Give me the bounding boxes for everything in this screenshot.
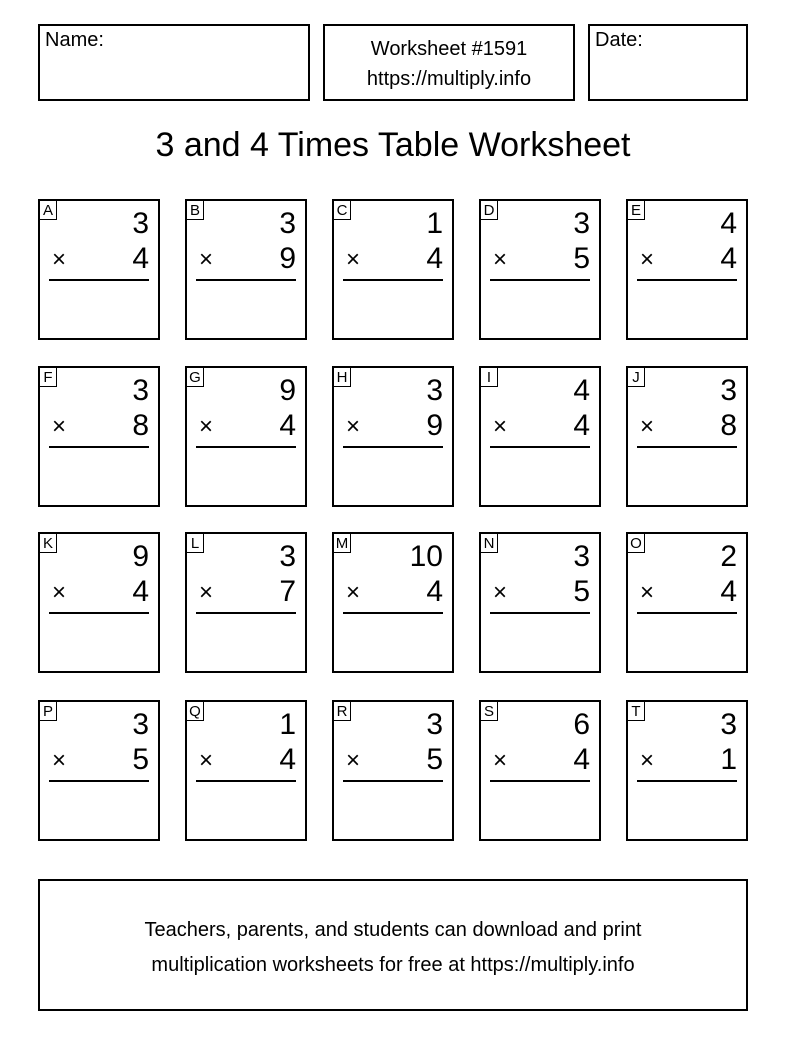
problem-card	[626, 366, 748, 507]
worksheet-url: https://multiply.info	[366, 68, 532, 90]
problem-letter: Q	[187, 702, 204, 721]
problem-card	[332, 366, 454, 507]
multiplier: 4	[720, 575, 737, 608]
times-sign: ×	[493, 747, 508, 774]
problem-card	[332, 700, 454, 841]
problem-card	[185, 700, 307, 841]
problem-card	[38, 199, 160, 340]
problem-card	[185, 366, 307, 507]
times-sign: ×	[346, 413, 361, 440]
answer-line	[196, 279, 296, 281]
multiplier: 4	[132, 575, 149, 608]
answer-line	[196, 780, 296, 782]
times-sign: ×	[493, 579, 508, 606]
problem-card	[479, 366, 601, 507]
answer-line	[490, 780, 590, 782]
problem-card	[38, 366, 160, 507]
multiplier: 8	[720, 409, 737, 442]
times-sign: ×	[52, 413, 67, 440]
problem-letter: P	[40, 702, 57, 721]
multiplicand: 3	[720, 708, 737, 741]
times-sign: ×	[640, 747, 655, 774]
multiplier: 4	[573, 409, 590, 442]
multiplicand: 3	[132, 708, 149, 741]
times-sign: ×	[640, 413, 655, 440]
multiplicand: 1	[426, 207, 443, 240]
times-sign: ×	[346, 747, 361, 774]
problem-letter: O	[628, 534, 645, 553]
problem-card	[38, 700, 160, 841]
problem-card	[479, 532, 601, 673]
times-sign: ×	[640, 579, 655, 606]
worksheet-number: Worksheet #1591	[370, 38, 528, 60]
times-sign: ×	[346, 246, 361, 273]
multiplicand: 3	[279, 207, 296, 240]
answer-line	[49, 279, 149, 281]
times-sign: ×	[493, 246, 508, 273]
problem-letter: M	[334, 534, 351, 553]
problem-letter: E	[628, 201, 645, 220]
multiplicand: 3	[720, 374, 737, 407]
times-sign: ×	[199, 413, 214, 440]
multiplier: 5	[132, 743, 149, 776]
problem-letter: G	[187, 368, 204, 387]
multiplier: 5	[573, 242, 590, 275]
answer-line	[196, 446, 296, 448]
problem-letter: R	[334, 702, 351, 721]
problem-card	[332, 532, 454, 673]
times-sign: ×	[493, 413, 508, 440]
answer-line	[49, 780, 149, 782]
multiplier: 4	[132, 242, 149, 275]
problem-letter: F	[40, 368, 57, 387]
times-sign: ×	[346, 579, 361, 606]
problem-card	[185, 199, 307, 340]
worksheet-title: 3 and 4 Times Table Worksheet	[155, 126, 631, 164]
multiplier: 5	[573, 575, 590, 608]
multiplier: 8	[132, 409, 149, 442]
multiplicand: 4	[720, 207, 737, 240]
problem-letter: H	[334, 368, 351, 387]
multiplier: 4	[279, 743, 296, 776]
multiplicand: 9	[132, 540, 149, 573]
problem-letter: S	[481, 702, 498, 721]
answer-line	[343, 780, 443, 782]
footer-line-2: multiplication worksheets for free at https://multiply.info	[151, 954, 635, 976]
answer-line	[343, 612, 443, 614]
multiplicand: 9	[279, 374, 296, 407]
multiplier: 4	[720, 242, 737, 275]
answer-line	[49, 446, 149, 448]
multiplier: 1	[720, 743, 737, 776]
footer-box	[38, 879, 748, 1011]
footer-line-1: Teachers, parents, and students can download and print	[144, 919, 642, 941]
problem-letter: K	[40, 534, 57, 553]
multiplicand: 1	[279, 708, 296, 741]
multiplicand: 4	[573, 374, 590, 407]
problem-card	[626, 532, 748, 673]
problem-card	[626, 700, 748, 841]
problem-letter: A	[40, 201, 57, 220]
times-sign: ×	[52, 747, 67, 774]
problem-card	[626, 199, 748, 340]
answer-line	[637, 612, 737, 614]
multiplicand: 3	[426, 708, 443, 741]
times-sign: ×	[52, 246, 67, 273]
times-sign: ×	[52, 579, 67, 606]
multiplicand: 6	[573, 708, 590, 741]
multiplier: 4	[573, 743, 590, 776]
problem-card	[332, 199, 454, 340]
problem-letter: T	[628, 702, 645, 721]
problem-letter: L	[187, 534, 204, 553]
date-label: Date:	[595, 29, 643, 51]
answer-line	[343, 279, 443, 281]
problem-letter: C	[334, 201, 351, 220]
multiplicand: 3	[132, 374, 149, 407]
multiplicand: 2	[720, 540, 737, 573]
problem-card	[479, 199, 601, 340]
answer-line	[490, 612, 590, 614]
problem-letter: J	[628, 368, 645, 387]
answer-line	[637, 279, 737, 281]
answer-line	[637, 446, 737, 448]
times-sign: ×	[199, 579, 214, 606]
problem-letter: N	[481, 534, 498, 553]
problem-card	[479, 700, 601, 841]
multiplier: 4	[279, 409, 296, 442]
multiplier: 7	[279, 575, 296, 608]
multiplicand: 3	[573, 540, 590, 573]
problem-letter: B	[187, 201, 204, 220]
multiplicand: 3	[426, 374, 443, 407]
multiplier: 9	[279, 242, 296, 275]
times-sign: ×	[199, 747, 214, 774]
problem-letter: I	[481, 368, 498, 387]
answer-line	[343, 446, 443, 448]
times-sign: ×	[199, 246, 214, 273]
problem-card	[185, 532, 307, 673]
answer-line	[49, 612, 149, 614]
multiplicand: 3	[573, 207, 590, 240]
multiplier: 4	[426, 242, 443, 275]
multiplier: 4	[426, 575, 443, 608]
answer-line	[637, 780, 737, 782]
answer-line	[490, 279, 590, 281]
times-sign: ×	[640, 246, 655, 273]
name-label: Name:	[45, 29, 104, 51]
multiplicand: 10	[409, 540, 443, 573]
multiplier: 9	[426, 409, 443, 442]
multiplicand: 3	[279, 540, 296, 573]
answer-line	[490, 446, 590, 448]
problem-letter: D	[481, 201, 498, 220]
multiplier: 5	[426, 743, 443, 776]
multiplicand: 3	[132, 207, 149, 240]
answer-line	[196, 612, 296, 614]
problem-card	[38, 532, 160, 673]
